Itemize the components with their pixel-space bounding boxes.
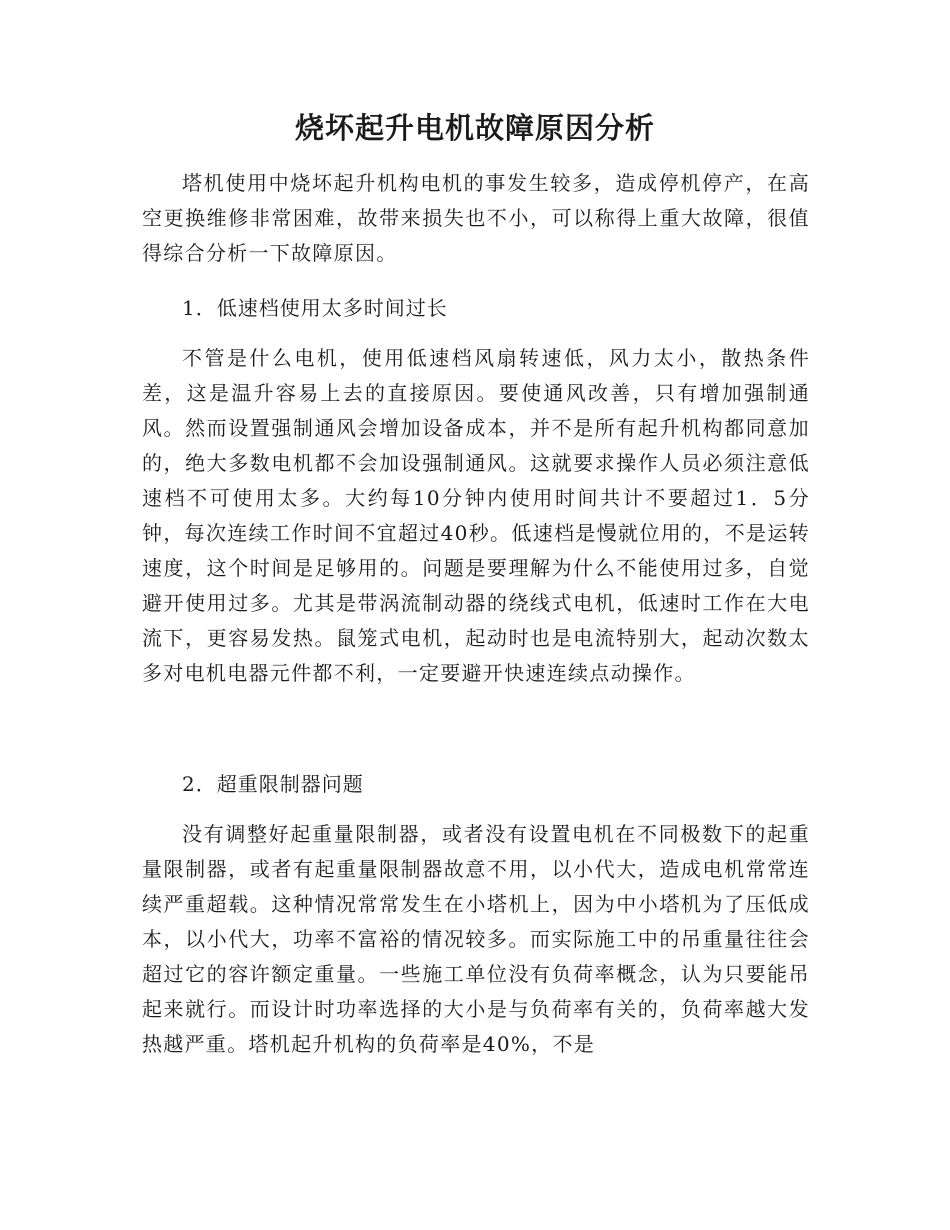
intro-paragraph: 塔机使用中烧坏起升机构电机的事发生较多，造成停机停产，在高空更换维修非常困难，故带来损失也不小，可以称得上重大故障，很值得综合分析一下故障原因。 <box>142 171 810 265</box>
document-title: 烧坏起升电机故障原因分析 <box>294 111 655 145</box>
section-1-paragraph: 不管是什么电机，使用低速档风扇转速低，风力太小，散热条件差，这是温升容易上去的直接原因。要使通风改善，只有增加强制通风。然而设置强制通风会增加设备成本，并不是所有起升机构都同意加的，绝大多数电机都不会加设强制通风。这就要求操作人员必须注意低速档不可使用太多。大约每10分钟内使用时间共计不要超过1．5分钟，每次连续工作时间不宜超过40秒。低速档是慢就位用的，不是运转速度，这个时间是足够用的。问题是要理解为什么不能使用过多，自觉避开使用过多。尤其是带涡流制动器的绕线式电机，低速时工作在大电流下，更容易发热。鼠笼式电机，起动时也是电流特别大，起动次数太多对电机电器元件都不利，一定要避开快速连续点动操作。 <box>142 346 810 685</box>
section-heading-2: 2．超重限制器问题 <box>182 772 364 796</box>
section-heading-1: 1．低速档使用太多时间过长 <box>182 296 448 320</box>
section-2-paragraph: 没有调整好起重量限制器，或者没有设置电机在不同极数下的起重量限制器，或者有起重量限制器故意不用，以小代大，造成电机常常连续严重超载。这种情况常常发生在小塔机上，因为中小塔机为了压低成本，以小代大，功率不富裕的情况较多。而实际施工中的吊重量往往会超过它的容许额定重量。一些施工单位没有负荷率概念，认为只要能吊起来就行。而设计时功率选择的大小是与负荷率有关的，负荷率越大发热越严重。塔机起升机构的负荷率是40%，不是 <box>142 822 810 1056</box>
